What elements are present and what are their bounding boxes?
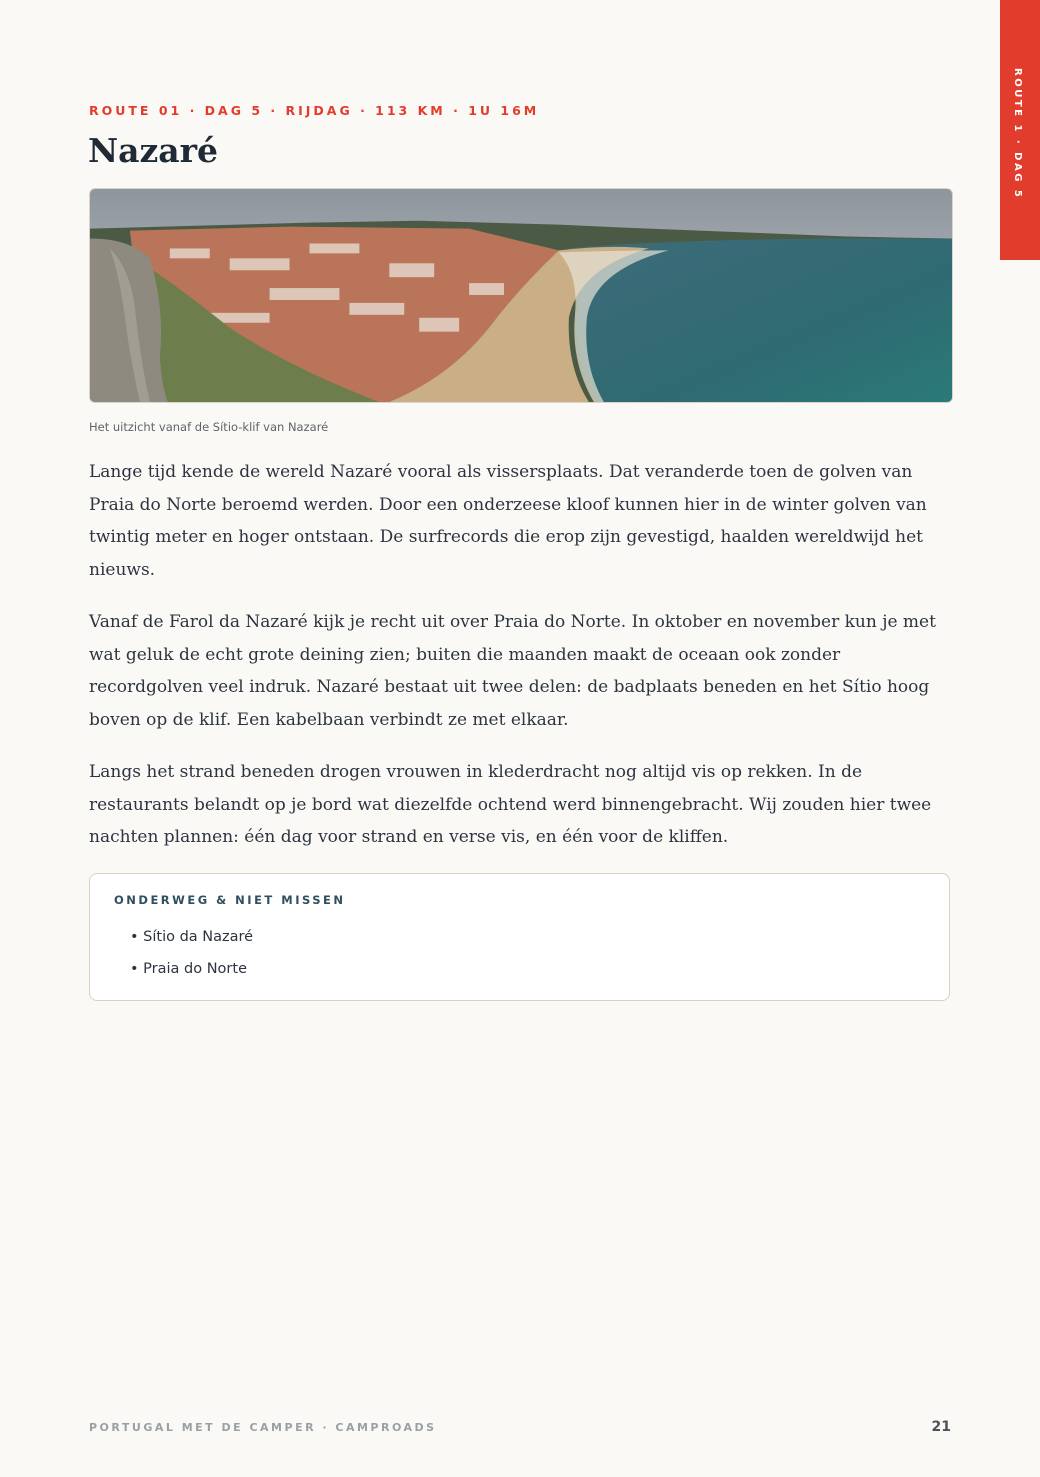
article-body (89, 456, 955, 874)
footer-publication: PORTUGAL MET DE CAMPER · CAMPROADS (89, 1421, 437, 1434)
panorama-photo (89, 188, 953, 403)
paragraph: Vanaf de Farol da Nazaré kijk je recht uit over Praia do Norte. In oktober en november kun je met wat geluk de echt grote deining zien; buiten die maanden maakt de oceaan ook zonder recordgolven veel indruk. Nazaré bestaat uit twee delen: de badplaats beneden en het Sítio hoog boven op de klif. Een kabelbaan verbindt ze met elkaar. (89, 612, 936, 730)
list-item: • Sítio da Nazaré (130, 929, 254, 945)
panorama-illustration (90, 189, 952, 402)
page-number: 21 (931, 1419, 951, 1435)
photo-caption: Het uitzicht vanaf de Sítio-klif van Nazaré (89, 420, 329, 434)
chapter-side-tab-label: ROUTE 1 · DAG 5 (1012, 68, 1023, 200)
route-kicker: ROUTE 01 · DAG 5 · RIJDAG · 113 KM · 1U 16M (89, 103, 540, 118)
highlights-list (130, 921, 253, 985)
paragraph: Lange tijd kende de wereld Nazaré vooral als vissersplaats. Dat veranderde toen de golven van Praia do Norte beroemd werden. Door een onderzeese kloof kunnen hier in de winter golven van twintig meter en hoger ontstaan. De surfrecords die erop zijn gevestigd, haalden wereldwijd het nieuws. (89, 462, 927, 580)
list-item: • Praia do Norte (130, 961, 247, 977)
chapter-side-tab (1000, 0, 1040, 260)
paragraph: Langs het strand beneden drogen vrouwen in klederdracht nog altijd vis op rekken. In de restaurants belandt op je bord wat diezelfde ochtend werd binnengebracht. Wij zouden hier twee nachten plannen: één dag voor strand en verse vis, en één voor de kliffen. (89, 762, 932, 847)
callout-title: ONDERWEG & NIET MISSEN (114, 893, 346, 907)
page-title: Nazaré (88, 131, 219, 170)
highlights-callout (89, 873, 950, 1001)
